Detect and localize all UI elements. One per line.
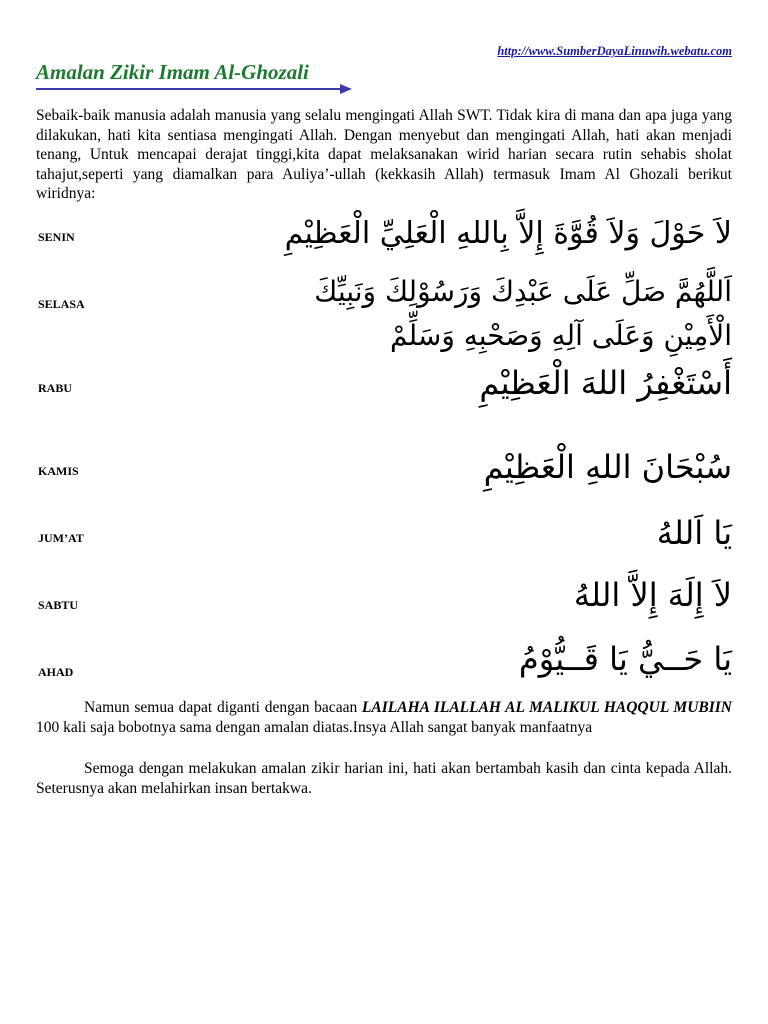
- day-label-jumat: JUM’AT: [38, 531, 84, 545]
- day-label-selasa: SELASA: [38, 297, 85, 311]
- day-label-rabu: RABU: [38, 381, 73, 395]
- closing-text-start: Namun semua dapat diganti dengan bacaan: [84, 699, 362, 716]
- wirid-senin: لاَ حَوْلَ وَلاَ قُوَّةَ إِلاَّ بِاللهِ الْعَلِيِّ الْعَظِيْمِ: [284, 216, 732, 251]
- wirid-kamis: سُبْحَانَ اللهِ الْعَظِيْمِ: [483, 448, 732, 486]
- closing-paragraph-1: [36, 698, 732, 737]
- day-label-ahad: AHAD: [38, 665, 74, 679]
- day-label-senin: SENIN: [38, 230, 75, 244]
- wirid-ahad: يَا حَــيُّ يَا قَــيُّوْمُ: [518, 640, 732, 678]
- source-url-link[interactable]: http://www.SumberDayaLinuwih.webatu.com: [497, 44, 732, 58]
- closing-paragraph-2: Semoga dengan melakukan amalan zikir harian ini, hati akan bertambah kasih dan cinta kepada Allah. Seterusnya akan melahirkan insan bertakwa.: [36, 760, 732, 797]
- wirid-rabu: أَسْتَغْفِرُ اللهَ الْعَظِيْمِ: [479, 364, 732, 402]
- day-label-sabtu: SABTU: [38, 598, 79, 612]
- intro-paragraph: Sebaik-baik manusia adalah manusia yang selalu mengingati Allah SWT. Tidak kira di mana dan apa juga yang dilakukan, hati kita sentiasa mengingati Allah. Dengan menyebut dan mengingati Allah, hati akan menjadi tenang, Untuk mencapai derajat tinggi,kita dapat melaksanakan wirid harian secara rutin sehabis sholat tahajut,seperti yang diamalkan para Auliya’-ullah (kekkasih Allah) termasuk Imam Al Ghozali berikut wiridnya:: [36, 107, 732, 202]
- page-title: Amalan Zikir Imam Al-Ghozali: [36, 60, 309, 84]
- day-label-kamis: KAMIS: [38, 464, 79, 478]
- closing-bold-phrase: LAILAHA ILALLAH AL MALIKUL HAQQUL MUBIIN: [361, 699, 732, 716]
- closing-text-end: 100 kali saja bobotnya sama dengan amalan diatas.Insya Allah sangat banyak manfaatnya: [36, 718, 593, 736]
- wirid-jumat: يَا اَللهُ: [656, 514, 732, 552]
- title-underline-arrow-icon: [36, 82, 352, 96]
- wirid-selasa: اَللَّهُمَّ صَلِّ عَلَى عَبْدِكَ وَرَسُوْلِكَ وَنَبِيِّكَ الْأَمِيْنِ وَعَلَى آلِهِ وَصَحْبِهِ وَسَلِّمْ: [314, 275, 732, 352]
- wirid-sabtu: لاَ إِلَهَ إِلاَّ اللهُ: [573, 576, 732, 614]
